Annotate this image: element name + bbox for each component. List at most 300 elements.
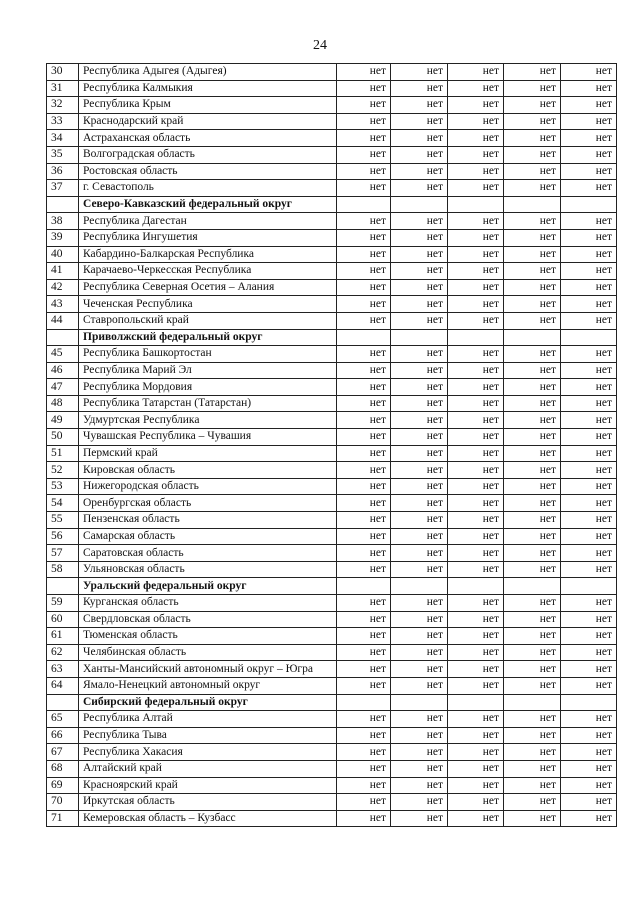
value-cell: нет [504,445,561,462]
value-cell: нет [504,229,561,246]
table-row [47,677,617,694]
value-cell: нет [448,628,504,645]
value-cell: нет [448,644,504,661]
value-cell: нет [504,279,561,296]
value-cell [448,694,504,711]
region-name: Курганская область [79,595,337,612]
value-cell: нет [337,97,391,114]
table-row [47,395,617,412]
value-cell: нет [337,794,391,811]
value-cell: нет [504,379,561,396]
table-row [47,296,617,313]
value-cell [337,578,391,595]
value-cell: нет [561,180,617,197]
row-number: 64 [47,677,79,694]
value-cell [391,578,448,595]
value-cell: нет [561,711,617,728]
value-cell [391,694,448,711]
row-number: 71 [47,810,79,827]
value-cell: нет [504,362,561,379]
value-cell: нет [504,263,561,280]
value-cell: нет [561,545,617,562]
value-cell: нет [504,429,561,446]
row-number: 56 [47,528,79,545]
value-cell: нет [561,611,617,628]
row-number: 30 [47,64,79,81]
value-cell: нет [391,97,448,114]
value-cell: нет [337,296,391,313]
region-name: Республика Тыва [79,727,337,744]
value-cell: нет [561,113,617,130]
value-cell: нет [391,64,448,81]
region-name: Республика Адыгея (Адыгея) [79,64,337,81]
row-number: 49 [47,412,79,429]
value-cell: нет [448,794,504,811]
table-row [47,545,617,562]
region-name: Республика Марий Эл [79,362,337,379]
row-number: 43 [47,296,79,313]
value-cell: нет [391,246,448,263]
region-name: Самарская область [79,528,337,545]
district-header-row [47,694,617,711]
value-cell: нет [448,346,504,363]
value-cell: нет [504,711,561,728]
value-cell: нет [337,595,391,612]
value-cell: нет [448,777,504,794]
table-row [47,611,617,628]
value-cell [561,196,617,213]
value-cell: нет [337,760,391,777]
value-cell: нет [337,677,391,694]
value-cell: нет [504,64,561,81]
value-cell: нет [561,130,617,147]
region-name: Республика Башкортостан [79,346,337,363]
value-cell: нет [337,810,391,827]
value-cell: нет [391,777,448,794]
value-cell: нет [391,644,448,661]
value-cell: нет [391,312,448,329]
value-cell: нет [561,810,617,827]
value-cell: нет [391,130,448,147]
value-cell: нет [561,395,617,412]
table-row [47,213,617,230]
value-cell: нет [391,512,448,529]
value-cell: нет [448,561,504,578]
table-row [47,462,617,479]
row-number: 58 [47,561,79,578]
value-cell: нет [448,545,504,562]
table-row [47,113,617,130]
row-number: 35 [47,146,79,163]
row-number: 53 [47,478,79,495]
table-row [47,163,617,180]
value-cell: нет [337,279,391,296]
value-cell: нет [337,163,391,180]
value-cell: нет [391,561,448,578]
table-row [47,180,617,197]
row-number [47,694,79,711]
table-row [47,130,617,147]
value-cell: нет [391,478,448,495]
region-name: Волгоградская область [79,146,337,163]
row-number: 52 [47,462,79,479]
value-cell [448,196,504,213]
value-cell: нет [504,561,561,578]
table-row [47,362,617,379]
region-name: Республика Алтай [79,711,337,728]
row-number [47,196,79,213]
value-cell: нет [504,545,561,562]
regions-table [46,63,617,827]
value-cell: нет [561,644,617,661]
value-cell: нет [561,495,617,512]
value-cell: нет [561,312,617,329]
value-cell: нет [504,296,561,313]
value-cell: нет [561,478,617,495]
value-cell: нет [391,727,448,744]
region-name: Республика Мордовия [79,379,337,396]
value-cell: нет [561,777,617,794]
value-cell: нет [504,163,561,180]
value-cell: нет [391,528,448,545]
value-cell [504,329,561,346]
value-cell: нет [337,512,391,529]
table-row [47,97,617,114]
value-cell [391,196,448,213]
region-name: Республика Крым [79,97,337,114]
region-name: Оренбургская область [79,495,337,512]
region-name: Кемеровская область – Кузбасс [79,810,337,827]
value-cell: нет [448,512,504,529]
value-cell: нет [391,628,448,645]
value-cell: нет [391,495,448,512]
value-cell: нет [391,412,448,429]
value-cell: нет [337,412,391,429]
value-cell: нет [448,711,504,728]
value-cell: нет [391,362,448,379]
value-cell: нет [337,661,391,678]
value-cell: нет [504,760,561,777]
value-cell: нет [504,312,561,329]
district-header-row [47,329,617,346]
value-cell: нет [337,462,391,479]
value-cell: нет [448,677,504,694]
row-number: 57 [47,545,79,562]
value-cell: нет [337,429,391,446]
value-cell: нет [337,246,391,263]
region-name: Республика Дагестан [79,213,337,230]
value-cell [504,694,561,711]
value-cell: нет [504,777,561,794]
value-cell: нет [391,462,448,479]
row-number: 61 [47,628,79,645]
table-row [47,711,617,728]
value-cell: нет [504,744,561,761]
row-number: 60 [47,611,79,628]
region-name: Алтайский край [79,760,337,777]
row-number: 37 [47,180,79,197]
table-row [47,794,617,811]
value-cell: нет [561,296,617,313]
row-number: 40 [47,246,79,263]
value-cell: нет [337,628,391,645]
value-cell: нет [337,130,391,147]
value-cell: нет [561,744,617,761]
row-number: 48 [47,395,79,412]
value-cell: нет [561,760,617,777]
region-name: Ставропольский край [79,312,337,329]
value-cell [448,578,504,595]
table-row [47,528,617,545]
table-row [47,346,617,363]
value-cell: нет [561,64,617,81]
region-name: Ханты-Мансийский автономный округ – Югра [79,661,337,678]
table-row [47,478,617,495]
region-name: г. Севастополь [79,180,337,197]
value-cell: нет [337,346,391,363]
table-row [47,512,617,529]
district-name: Северо-Кавказский федеральный округ [79,196,337,213]
value-cell [448,329,504,346]
region-name: Пензенская область [79,512,337,529]
region-name: Республика Калмыкия [79,80,337,97]
value-cell: нет [448,296,504,313]
value-cell: нет [391,744,448,761]
value-cell: нет [337,312,391,329]
row-number: 55 [47,512,79,529]
value-cell: нет [561,279,617,296]
value-cell: нет [561,561,617,578]
row-number: 46 [47,362,79,379]
value-cell: нет [337,727,391,744]
value-cell [504,196,561,213]
value-cell: нет [504,246,561,263]
value-cell: нет [448,64,504,81]
value-cell: нет [504,661,561,678]
district-name: Приволжский федеральный округ [79,329,337,346]
table-row [47,760,617,777]
value-cell: нет [561,229,617,246]
region-name: Ульяновская область [79,561,337,578]
row-number: 31 [47,80,79,97]
value-cell: нет [504,644,561,661]
value-cell: нет [504,412,561,429]
value-cell: нет [448,180,504,197]
region-name: Челябинская область [79,644,337,661]
value-cell: нет [337,495,391,512]
value-cell: нет [504,130,561,147]
value-cell: нет [561,213,617,230]
region-name: Республика Хакасия [79,744,337,761]
value-cell: нет [561,246,617,263]
region-name: Республика Татарстан (Татарстан) [79,395,337,412]
row-number: 62 [47,644,79,661]
row-number: 32 [47,97,79,114]
value-cell: нет [561,462,617,479]
value-cell: нет [504,462,561,479]
row-number: 33 [47,113,79,130]
value-cell: нет [561,80,617,97]
value-cell: нет [391,445,448,462]
value-cell: нет [448,113,504,130]
row-number: 34 [47,130,79,147]
value-cell: нет [448,80,504,97]
value-cell: нет [337,80,391,97]
table-row [47,263,617,280]
district-name: Сибирский федеральный округ [79,694,337,711]
value-cell: нет [561,362,617,379]
value-cell: нет [337,744,391,761]
row-number: 36 [47,163,79,180]
value-cell: нет [561,429,617,446]
region-name: Саратовская область [79,545,337,562]
value-cell: нет [337,379,391,396]
row-number: 44 [47,312,79,329]
value-cell: нет [391,296,448,313]
value-cell: нет [448,810,504,827]
value-cell: нет [391,429,448,446]
value-cell: нет [448,229,504,246]
value-cell: нет [337,263,391,280]
table-row [47,429,617,446]
value-cell: нет [561,412,617,429]
value-cell: нет [448,528,504,545]
value-cell: нет [337,180,391,197]
value-cell: нет [448,279,504,296]
region-name: Ямало-Ненецкий автономный округ [79,677,337,694]
row-number: 45 [47,346,79,363]
value-cell: нет [391,395,448,412]
region-name: Республика Северная Осетия – Алания [79,279,337,296]
value-cell: нет [504,528,561,545]
value-cell: нет [391,80,448,97]
value-cell: нет [561,677,617,694]
region-name: Иркутская область [79,794,337,811]
value-cell: нет [504,97,561,114]
value-cell: нет [448,727,504,744]
value-cell: нет [561,727,617,744]
value-cell: нет [448,163,504,180]
table-row [47,628,617,645]
value-cell: нет [561,379,617,396]
region-name: Нижегородская область [79,478,337,495]
value-cell: нет [337,213,391,230]
value-cell: нет [561,794,617,811]
table-row [47,64,617,81]
value-cell: нет [448,263,504,280]
value-cell: нет [448,246,504,263]
value-cell: нет [561,528,617,545]
row-number: 50 [47,429,79,446]
region-name: Удмуртская Республика [79,412,337,429]
value-cell: нет [504,213,561,230]
table-row [47,445,617,462]
value-cell [504,578,561,595]
row-number: 66 [47,727,79,744]
value-cell: нет [391,661,448,678]
value-cell: нет [337,611,391,628]
region-name: Астраханская область [79,130,337,147]
table-row [47,412,617,429]
value-cell: нет [561,163,617,180]
value-cell: нет [448,213,504,230]
value-cell: нет [337,644,391,661]
value-cell: нет [391,113,448,130]
value-cell: нет [448,445,504,462]
value-cell: нет [337,64,391,81]
value-cell: нет [504,346,561,363]
region-name: Кабардино-Балкарская Республика [79,246,337,263]
value-cell: нет [337,545,391,562]
row-number [47,578,79,595]
value-cell: нет [391,229,448,246]
region-name: Свердловская область [79,611,337,628]
row-number: 63 [47,661,79,678]
table-row [47,810,617,827]
value-cell: нет [504,611,561,628]
value-cell [391,329,448,346]
region-name: Ростовская область [79,163,337,180]
value-cell: нет [391,545,448,562]
region-name: Кировская область [79,462,337,479]
value-cell: нет [448,130,504,147]
value-cell: нет [561,445,617,462]
district-header-row [47,196,617,213]
table-row [47,279,617,296]
value-cell: нет [337,395,391,412]
value-cell: нет [448,478,504,495]
value-cell: нет [561,97,617,114]
table-row [47,644,617,661]
value-cell: нет [337,146,391,163]
table-row [47,777,617,794]
table-row [47,495,617,512]
value-cell: нет [504,180,561,197]
region-name: Республика Ингушетия [79,229,337,246]
value-cell: нет [504,146,561,163]
value-cell: нет [561,346,617,363]
value-cell [561,578,617,595]
value-cell: нет [391,711,448,728]
value-cell: нет [448,429,504,446]
table-row [47,561,617,578]
value-cell: нет [391,213,448,230]
value-cell: нет [337,229,391,246]
value-cell: нет [561,628,617,645]
value-cell: нет [504,478,561,495]
value-cell: нет [504,727,561,744]
row-number: 54 [47,495,79,512]
value-cell [561,694,617,711]
table-body [47,64,617,827]
value-cell: нет [504,628,561,645]
value-cell: нет [448,97,504,114]
value-cell: нет [448,146,504,163]
table-row [47,727,617,744]
value-cell: нет [504,495,561,512]
value-cell: нет [448,495,504,512]
value-cell: нет [448,462,504,479]
row-number: 59 [47,595,79,612]
value-cell: нет [337,528,391,545]
value-cell: нет [504,595,561,612]
value-cell: нет [448,611,504,628]
value-cell: нет [391,346,448,363]
table-row [47,379,617,396]
table-row [47,661,617,678]
table-row [47,229,617,246]
row-number: 51 [47,445,79,462]
